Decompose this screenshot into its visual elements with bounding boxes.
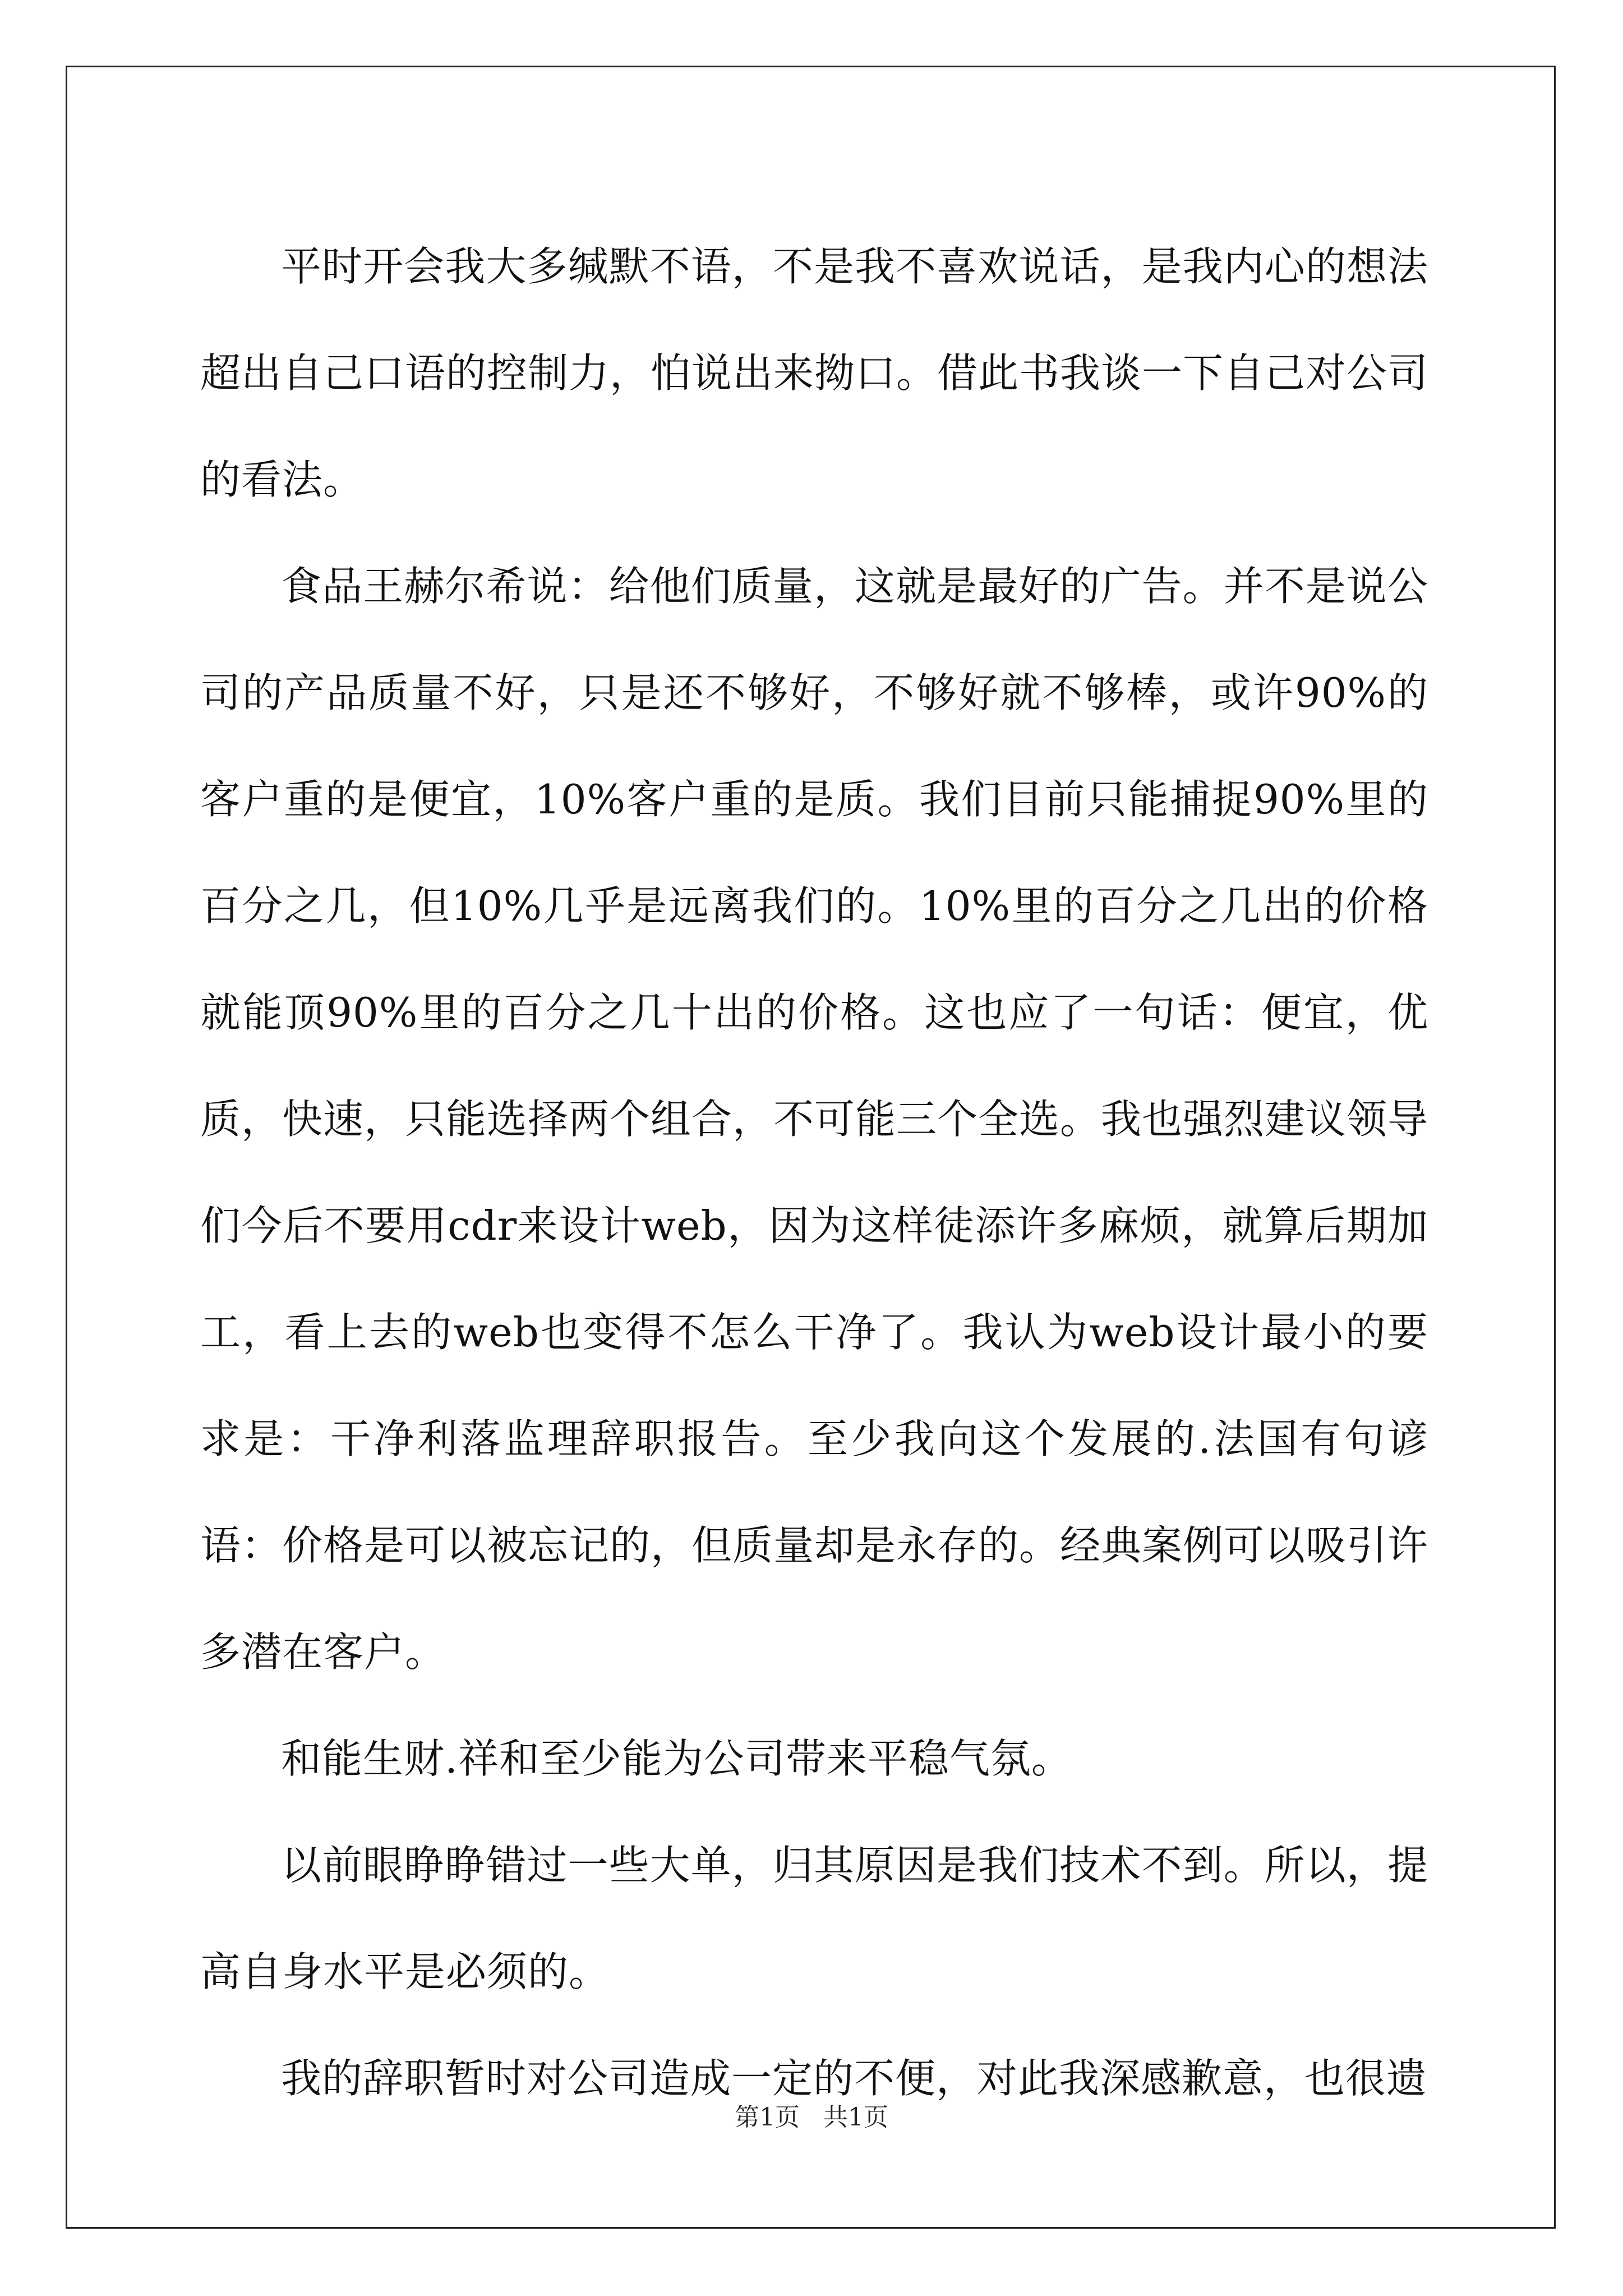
page-number-footer: 第1页 共1页 [735, 2103, 888, 2132]
paragraph: 和能生财.祥和至少能为公司带来平稳气氛。 [281, 1735, 1072, 1782]
paragraph: 我的辞职暂时对公司造成一定的不便，对此我深感歉意，也很遗 [281, 2055, 1428, 2102]
document-body [200, 213, 1428, 2132]
paragraph: 以前眼睁睁错过一些大单，归其原因是我们技术不到。所以，提高自身水平是必须的。 [200, 1842, 1428, 1995]
paragraph: 食品王赫尔希说：给他们质量，这就是最好的广告。并不是说公司的产品质量不好，只是还不够好，不够好就不够棒，或许90%的客户重的是便宜，10%客户重的是质。我们目前只能捕捉90%里的百分之几，但10%几乎是远离我们的。10%里的百分之几出的价格就能顶90%里的百分之几十出的价格。这也应了一句话：便宜，优质，快速，只能选择两个组合，不可能三个全选。我也强烈建议领导们今后不要用cdr来设计web，因为这样徒添许多麻烦，就算后期加工，看上去的web也变得不怎么干净了。我认为web设计最小的要求是：干净利落监理辞职报告。至少我向这个发展的.法国有句谚语：价格是可以被忘记的，但质量却是永存的。经典案例可以吸引许多潜在客户。 [200, 563, 1429, 1676]
paragraph: 平时开会我大多缄默不语，不是我不喜欢说话，是我内心的想法超出自己口语的控制力，怕说出来拗口。借此书我谈一下自己对公司的看法。 [200, 243, 1429, 503]
